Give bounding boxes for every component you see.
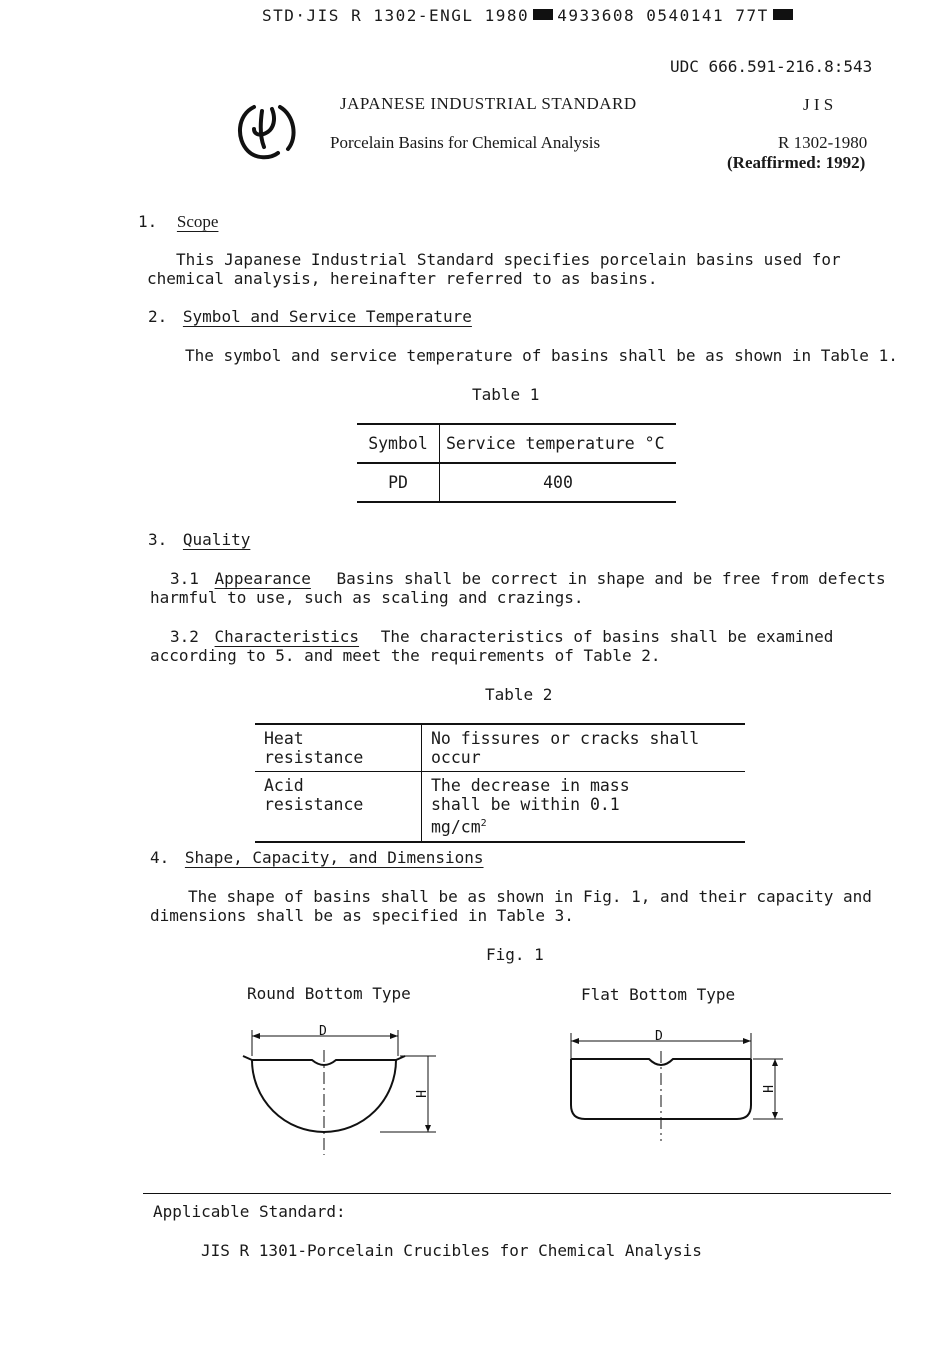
table-1 bbox=[357, 423, 676, 503]
document-code: STD·JIS R 1302-ENGL 1980 bbox=[262, 6, 530, 25]
barcode-block bbox=[533, 9, 553, 20]
table-2-caption: Table 2 bbox=[485, 685, 553, 704]
subsection-3-1 bbox=[170, 569, 886, 588]
barcode-block bbox=[773, 9, 793, 20]
table-row bbox=[255, 724, 745, 772]
section-number: 3. bbox=[148, 530, 168, 549]
subsection-title: Appearance bbox=[214, 569, 311, 588]
subsection-text: Basins shall be correct in shape and be free from defects bbox=[336, 569, 886, 588]
table-cell: Heat resistance bbox=[255, 724, 422, 772]
section-number: 2. bbox=[148, 307, 168, 326]
round-bottom-basin-drawing bbox=[240, 1020, 440, 1160]
udc-code: UDC 666.591-216.8:543 bbox=[670, 57, 873, 76]
section-1-text-line: This Japanese Industrial Standard specifies porcelain basins used for bbox=[176, 250, 841, 269]
section-4-text-line: The shape of basins shall be as shown in Fig. 1, and their capacity and bbox=[188, 887, 872, 906]
subsection-3-2 bbox=[170, 627, 833, 646]
document-serial: 4933608 0540141 77T bbox=[557, 6, 769, 25]
subsection-title: Characteristics bbox=[214, 627, 360, 646]
section-3-heading bbox=[148, 530, 250, 549]
dim-d-label: D bbox=[655, 1029, 663, 1044]
standard-subject: Porcelain Basins for Chemical Analysis bbox=[330, 133, 601, 152]
applicable-standard-label: Applicable Standard: bbox=[153, 1202, 346, 1221]
section-2-text-line: The symbol and service temperature of basins shall be as shown in Table 1. bbox=[185, 346, 898, 365]
table-cell: 400 bbox=[440, 463, 677, 502]
section-number: 4. bbox=[150, 848, 170, 867]
table-row bbox=[357, 463, 676, 502]
section-1-heading bbox=[138, 212, 218, 232]
section-title: Shape, Capacity, and Dimensions bbox=[184, 848, 484, 867]
table-header-cell: Service temperature °C bbox=[440, 424, 677, 463]
section-4-heading bbox=[150, 848, 484, 867]
table-2 bbox=[255, 723, 745, 843]
figure-caption: Fig. 1 bbox=[486, 945, 544, 964]
dim-d-label: D bbox=[319, 1024, 327, 1039]
table-cell: No fissures or cracks shall occur bbox=[422, 724, 746, 772]
table-row bbox=[357, 424, 676, 463]
table-header-cell: Symbol bbox=[357, 424, 440, 463]
section-2-heading bbox=[148, 307, 472, 326]
section-title: Quality bbox=[182, 530, 251, 549]
table-cell-text: The decrease in mass shall be within 0.1 mg/cm bbox=[431, 776, 630, 837]
table-cell: Acid resistance bbox=[255, 772, 422, 842]
applicable-standard-item: JIS R 1301-Porcelain Crucibles for Chemical Analysis bbox=[201, 1241, 702, 1260]
flat-bottom-label: Flat Bottom Type bbox=[581, 985, 736, 1004]
superscript: 2 bbox=[480, 818, 487, 829]
subsection-3-2-line2: according to 5. and meet the requirements of Table 2. bbox=[150, 646, 661, 665]
jis-abbrev: J I S bbox=[803, 95, 834, 114]
table-cell: PD bbox=[357, 463, 440, 502]
subsection-text: The characteristics of basins shall be examined bbox=[380, 627, 834, 646]
standard-title: JAPANESE INDUSTRIAL STANDARD bbox=[340, 94, 637, 113]
standard-number: R 1302-1980 bbox=[778, 133, 868, 152]
round-bottom-label: Round Bottom Type bbox=[247, 984, 411, 1003]
table-cell bbox=[422, 772, 746, 842]
flat-bottom-basin-drawing bbox=[565, 1025, 795, 1145]
jis-mark-logo bbox=[232, 95, 302, 165]
section-title: Scope bbox=[176, 212, 219, 231]
section-title: Symbol and Service Temperature bbox=[182, 307, 472, 326]
dim-h-label: H bbox=[412, 1090, 427, 1098]
table-1-caption: Table 1 bbox=[472, 385, 540, 404]
footer-divider bbox=[143, 1193, 891, 1194]
document-id-strip bbox=[262, 6, 797, 25]
section-1-text-line: chemical analysis, hereinafter referred to as basins. bbox=[147, 269, 658, 288]
subsection-3-1-line2: harmful to use, such as scaling and crazings. bbox=[150, 588, 584, 607]
section-number: 1. bbox=[138, 212, 158, 231]
subsection-number: 3.1 bbox=[170, 569, 199, 588]
table-row bbox=[255, 772, 745, 842]
reaffirmed-date: (Reaffirmed: 1992) bbox=[727, 153, 866, 172]
subsection-number: 3.2 bbox=[170, 627, 199, 646]
dim-h-label: H bbox=[759, 1085, 774, 1093]
section-4-text-line: dimensions shall be as specified in Table 3. bbox=[150, 906, 574, 925]
